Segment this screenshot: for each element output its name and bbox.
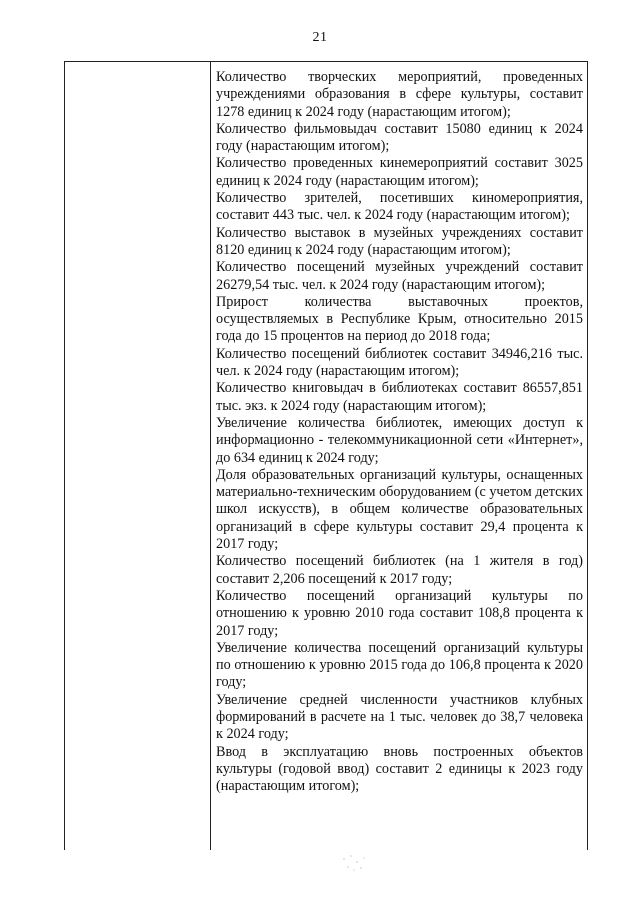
scan-artifact-icon bbox=[340, 853, 370, 873]
indicator-entry: Увеличение количества посещений организаций культуры по отношению к уровню 2015 года до 106,8 процента к 2020 году; bbox=[216, 639, 583, 691]
indicator-entry: Количество выставок в музейных учреждениях составит 8120 единиц к 2024 году (нарастающим итогом); bbox=[216, 224, 583, 258]
indicator-entry: Количество проведенных кинемероприятий составит 3025 единиц к 2024 году (нарастающим итогом); bbox=[216, 155, 583, 189]
indicator-entry: Ввод в эксплуатацию вновь построенных объектов культуры (годовой ввод) составит 2 единицы к 2023 году (нарастающим итогом); bbox=[216, 743, 583, 795]
page-number: 21 bbox=[312, 30, 328, 45]
indicator-entry: Количество посещений библиотек составит 34946,216 тыс. чел. к 2024 году (нарастающим итогом); bbox=[216, 345, 583, 380]
indicator-entry: Прирост количества выставочных проектов, осуществляемых в Республике Крым, относительно 2015 года до 15 процентов на период до 2018 года; bbox=[216, 293, 583, 345]
indicator-entry: Увеличение количества библиотек, имеющих доступ к информационно - телекоммуникационной сети «Интернет», до 634 единиц к 2024 году; bbox=[216, 414, 583, 466]
indicator-entry: Количество книговыдач в библиотеках составит 86557,851 тыс. экз. к 2024 году (нарастающим итогом); bbox=[216, 380, 583, 414]
column-divider bbox=[210, 62, 211, 850]
indicator-entry: Количество зрителей, посетивших киномероприятия, составит 443 тыс. чел. к 2024 году (нарастающим итогом); bbox=[216, 190, 583, 224]
indicator-entry: Количество посещений музейных учреждений составит 26279,54 тыс. чел. к 2024 году (нарастающим итогом); bbox=[216, 259, 583, 293]
indicator-entry: Количество посещений организаций культуры по отношению к уровню 2010 года составит 108,8 процента к 2017 году; bbox=[216, 587, 583, 639]
indicators-cell bbox=[216, 69, 583, 795]
indicator-entry: Количество творческих мероприятий, проведенных учреждениями образования в сфере культуры, составит 1278 единиц к 2024 году (нарастающим итогом); bbox=[216, 69, 583, 120]
indicator-entry: Увеличение средней численности участников клубных формирований в расчете на 1 тыс. человек до 38,7 человека к 2024 году; bbox=[216, 691, 583, 743]
document-table bbox=[64, 61, 588, 850]
indicator-entry: Доля образовательных организаций культуры, оснащенных материально-техническим оборудованием (с учетом детских школ искусств), в общем количестве образовательных организаций в сфере культуры составит 29,4 процента к 2017 году; bbox=[216, 466, 583, 553]
indicator-entry: Количество фильмовыдач составит 15080 единиц к 2024 году (нарастающим итогом); bbox=[216, 120, 583, 155]
indicator-entry: Количество посещений библиотек (на 1 жителя в год) составит 2,206 посещений к 2017 году; bbox=[216, 553, 583, 587]
